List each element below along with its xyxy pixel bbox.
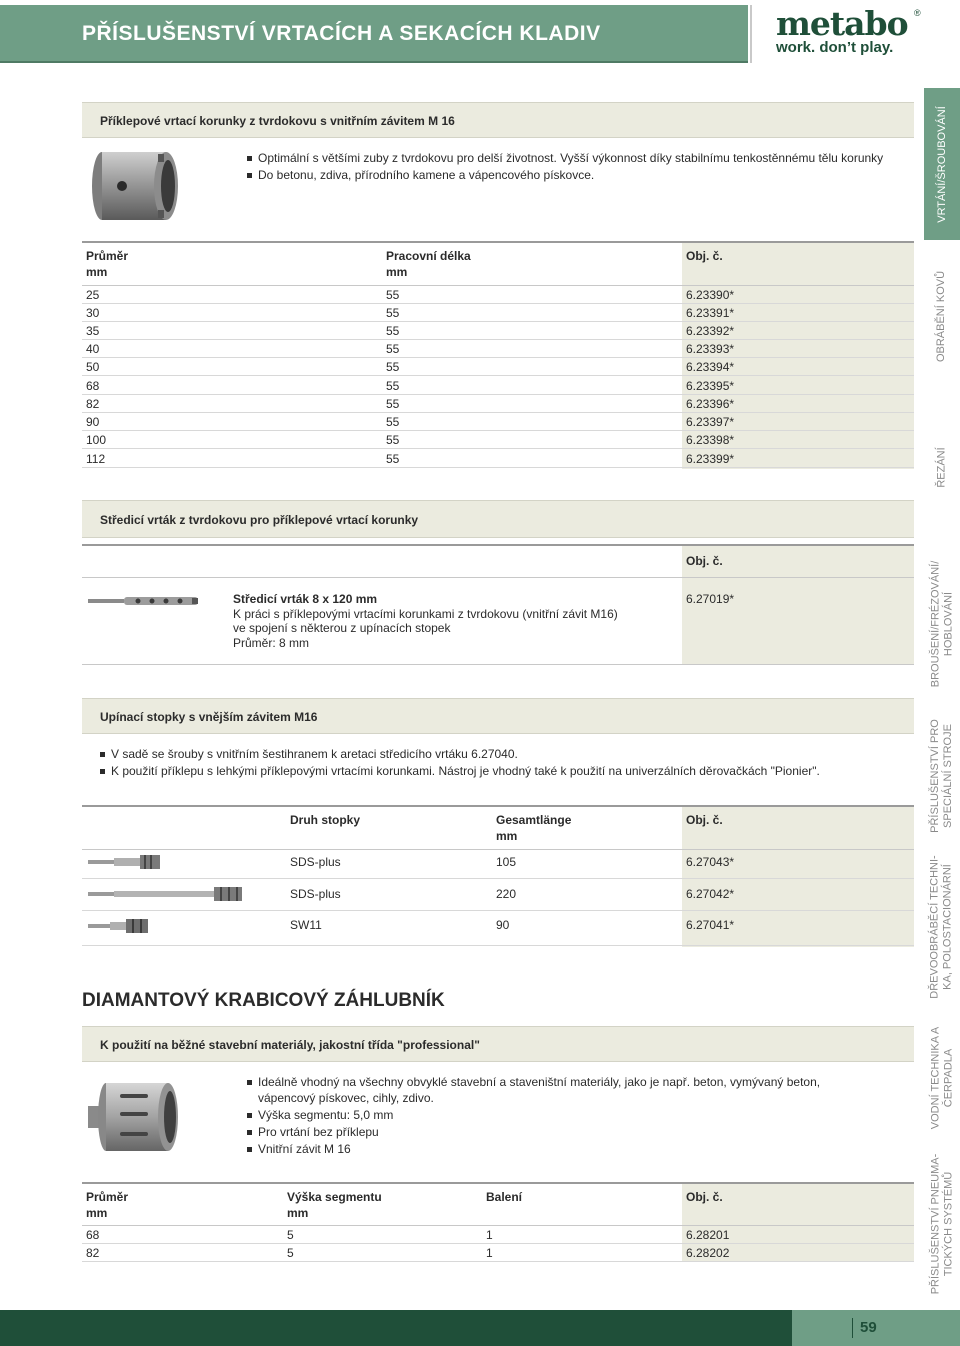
table-row <box>82 395 914 413</box>
cell-order: 6.23399* <box>686 452 735 466</box>
cell-diameter: 25 <box>86 288 100 302</box>
column-header-order: Obj. č. <box>686 1190 723 1204</box>
cell-order: 6.28201 <box>686 1228 730 1242</box>
cell-order: 6.23395* <box>686 379 735 393</box>
section-title-bar <box>82 1026 914 1062</box>
header-label: Gesamtlänge <box>496 813 572 827</box>
product-text: K práci s příklepovými vrtacími korunkami z tvrdokovu (vnitřní závit M16) <box>233 606 618 621</box>
column-header-segment <box>287 1189 382 1221</box>
cell-order: 6.23397* <box>686 415 735 429</box>
header-rule <box>82 577 914 578</box>
cell-diameter: 40 <box>86 342 100 356</box>
product-text: ve spojení s některou z upínacích stopek <box>233 621 451 635</box>
table-row <box>82 413 914 431</box>
metabo-logo <box>776 4 926 56</box>
cell-order: 6.23390* <box>686 288 735 302</box>
side-tab-woodworking[interactable] <box>924 852 960 1002</box>
table-row <box>82 340 914 358</box>
bullet-item: Optimální s většími zuby z tvrdokovu pro delší životnost. Vyšší výkonnost díky stabilnímu tenkostěnnému tělu korunky <box>247 150 887 166</box>
table-row <box>82 853 914 879</box>
side-tab-metalworking[interactable] <box>924 246 960 386</box>
cell-length: 55 <box>386 288 400 302</box>
side-tab-special-tools[interactable] <box>924 706 960 846</box>
header-unit: mm <box>496 829 518 843</box>
table-row <box>82 885 914 911</box>
cell-length: 90 <box>496 918 510 932</box>
column-header-order: Obj. č. <box>686 554 723 568</box>
cell-order: 6.27041* <box>686 918 735 932</box>
column-header-length <box>496 812 571 844</box>
column-header-order: Obj. č. <box>686 249 723 263</box>
section-title: Upínací stopky s vnějším závitem M16 <box>100 710 318 724</box>
cell-length: 55 <box>386 360 400 374</box>
product-text: Průměr: 8 mm <box>233 635 310 650</box>
table-row <box>82 1226 914 1244</box>
cell-order: 6.23393* <box>686 342 735 356</box>
cell-length: 55 <box>386 306 400 320</box>
logo-registered-mark: ® <box>914 8 921 18</box>
cell-order: 6.28202 <box>686 1246 730 1260</box>
side-tab-label: OBRÁBĚNÍ KOVŮ <box>935 270 948 362</box>
bullet-item: Pro vrtání bez příklepu <box>247 1124 877 1140</box>
column-header-diameter <box>86 1189 128 1221</box>
page-header <box>0 0 960 64</box>
section-title: Příklepové vrtací korunky z tvrdokovu s vnitřním závitem M 16 <box>100 114 455 128</box>
side-tab-drilling[interactable] <box>924 88 960 240</box>
section1-bullets <box>247 150 887 184</box>
cell-type: SW11 <box>290 918 322 932</box>
table-row <box>82 916 914 946</box>
side-tab-grinding[interactable] <box>924 548 960 700</box>
header-label: Výška segmentu <box>287 1190 382 1204</box>
cell-segment: 5 <box>287 1228 294 1242</box>
cell-order: 6.23392* <box>686 324 735 338</box>
bullet-item: K použití příklepu s lehkými příklepovými vrtacími korunkami. Nástroj je vhodný také k použití na univerzálních děrovačkách "Pionier". <box>100 763 900 779</box>
side-tab-label: DŘEVOOBRÁBĚCÍ TECHNI- KA, POLOSTACIONÁRNÍ <box>929 855 954 999</box>
cell-order: 6.23391* <box>686 306 735 320</box>
cell-type: SDS-plus <box>290 887 341 901</box>
cell-type: SDS-plus <box>290 855 341 869</box>
cell-diameter: 112 <box>86 452 106 466</box>
column-header-pack: Balení <box>486 1190 523 1204</box>
cell-diameter: 30 <box>86 306 100 320</box>
cell-diameter: 90 <box>86 415 100 429</box>
section4-bullets <box>247 1074 877 1158</box>
table-bottom-rule <box>82 664 914 665</box>
column-header-length <box>386 248 471 280</box>
cell-order: 6.27043* <box>686 855 735 869</box>
side-tab-pneumatic[interactable] <box>924 1154 960 1294</box>
header-label: Průměr <box>86 1190 129 1204</box>
cell-diameter: 35 <box>86 324 100 338</box>
logo-tagline: work. don’t play. <box>776 39 894 56</box>
side-tab-label: VODNÍ TECHNIKA A ČERPADLA <box>929 1026 954 1130</box>
cell-order: 6.23394* <box>686 360 735 374</box>
cell-segment: 5 <box>287 1246 294 1260</box>
bullet-item: Ideálně vhodný na všechny obvyklé stavební a staveništní materiály, jako je např. beton, vymývaný beton, vápencový pískovec, cihly, zdivo. <box>247 1074 877 1106</box>
table-row <box>82 1244 914 1262</box>
cell-length: 55 <box>386 452 400 466</box>
bullet-item: Vnitřní závit M 16 <box>247 1141 877 1157</box>
side-tab-label: BROUŠENÍ/FRÉZOVÁNÍ/ HOBLOVÁNÍ <box>929 560 954 688</box>
logo-word: metabo <box>776 4 908 43</box>
header-label: Pracovní délka <box>386 249 471 263</box>
table-row <box>82 304 914 322</box>
table-row <box>82 358 914 376</box>
side-tab-label: PŘÍSLUŠENSTVÍ PNEUMA- TICKÝCH SYSTÉMŮ <box>929 1153 954 1295</box>
cell-length: 105 <box>496 855 517 869</box>
header-label: Průměr <box>86 249 129 263</box>
column-header-diameter <box>86 248 128 280</box>
section-heading: DIAMANTOVÝ KRABICOVÝ ZÁHLUBNÍK <box>82 990 445 1011</box>
column-header-order: Obj. č. <box>686 813 723 827</box>
section-title-bar <box>82 102 914 138</box>
cell-pack: 1 <box>486 1228 493 1242</box>
page-title: PŘÍSLUŠENSTVÍ VRTACÍCH A SEKACÍCH KLADIV <box>82 22 601 45</box>
section-title: Středicí vrták z tvrdokovu pro příklepové vrtací korunky <box>100 513 419 527</box>
header-unit: mm <box>86 265 108 279</box>
cell-length: 55 <box>386 342 400 356</box>
cell-order: 6.23396* <box>686 397 735 411</box>
page-number-divider <box>852 1318 853 1338</box>
table-row <box>82 377 914 395</box>
core-bit-image <box>88 148 184 224</box>
cell-order: 6.23398* <box>686 433 735 447</box>
cell-length: 55 <box>386 379 400 393</box>
side-tab-label: PŘÍSLUŠENSTVÍ PRO SPECIÁLNÍ STROJE <box>929 719 955 833</box>
header-unit: mm <box>386 265 408 279</box>
cell-length: 55 <box>386 324 400 338</box>
column-header-type: Druh stopky <box>290 813 361 827</box>
table-row <box>82 322 914 340</box>
cell-length: 55 <box>386 397 400 411</box>
page-number-box <box>792 1310 960 1346</box>
cell-order: 6.27042* <box>686 887 735 901</box>
page-number: 59 <box>860 1319 877 1336</box>
side-tab-label: VRTÁNÍ/ŠROUBOVÁNÍ <box>935 105 948 223</box>
side-tab-label: ŘEZÁNÍ <box>935 446 948 488</box>
table-row <box>82 450 914 468</box>
section-title-bar <box>82 698 914 734</box>
cell-length: 220 <box>496 887 517 901</box>
side-navigation <box>924 88 960 1298</box>
centering-drill-image <box>88 594 200 608</box>
header-rule <box>82 849 914 850</box>
bullet-item: Do betonu, zdiva, přírodního kamene a vápencového pískovce. <box>247 167 887 183</box>
bullet-item: V sadě se šrouby s vnitřním šestihranem k aretaci středicího vrtáku 6.27040. <box>100 746 900 762</box>
cell-diameter: 68 <box>86 379 100 393</box>
side-tab-water-technology[interactable] <box>924 1008 960 1148</box>
cell-diameter: 50 <box>86 360 100 374</box>
section-title-bar <box>82 500 914 538</box>
bullet-item: Výška segmentu: 5,0 mm <box>247 1107 877 1123</box>
header-separator <box>750 5 752 63</box>
section3-bullets <box>100 746 900 780</box>
table-row <box>82 286 914 304</box>
cell-diameter: 100 <box>86 433 107 447</box>
section-title: K použití na běžné stavební materiály, jakostní třída "professional" <box>100 1038 480 1052</box>
cell-length: 55 <box>386 433 400 447</box>
cell-order: 6.27019* <box>686 592 735 606</box>
product-description <box>233 592 673 650</box>
header-unit: mm <box>287 1206 309 1220</box>
header-unit: mm <box>86 1206 108 1220</box>
page-footer <box>0 1310 960 1346</box>
table-row <box>82 431 914 449</box>
diamond-core-bit-image <box>88 1078 184 1156</box>
cell-diameter: 82 <box>86 397 100 411</box>
cell-pack: 1 <box>486 1246 493 1260</box>
cell-diameter: 68 <box>86 1228 100 1242</box>
cell-diameter: 82 <box>86 1246 100 1260</box>
side-tab-cutting[interactable] <box>924 392 960 542</box>
product-name: Středicí vrták 8 x 120 mm <box>233 592 378 606</box>
cell-length: 55 <box>386 415 400 429</box>
